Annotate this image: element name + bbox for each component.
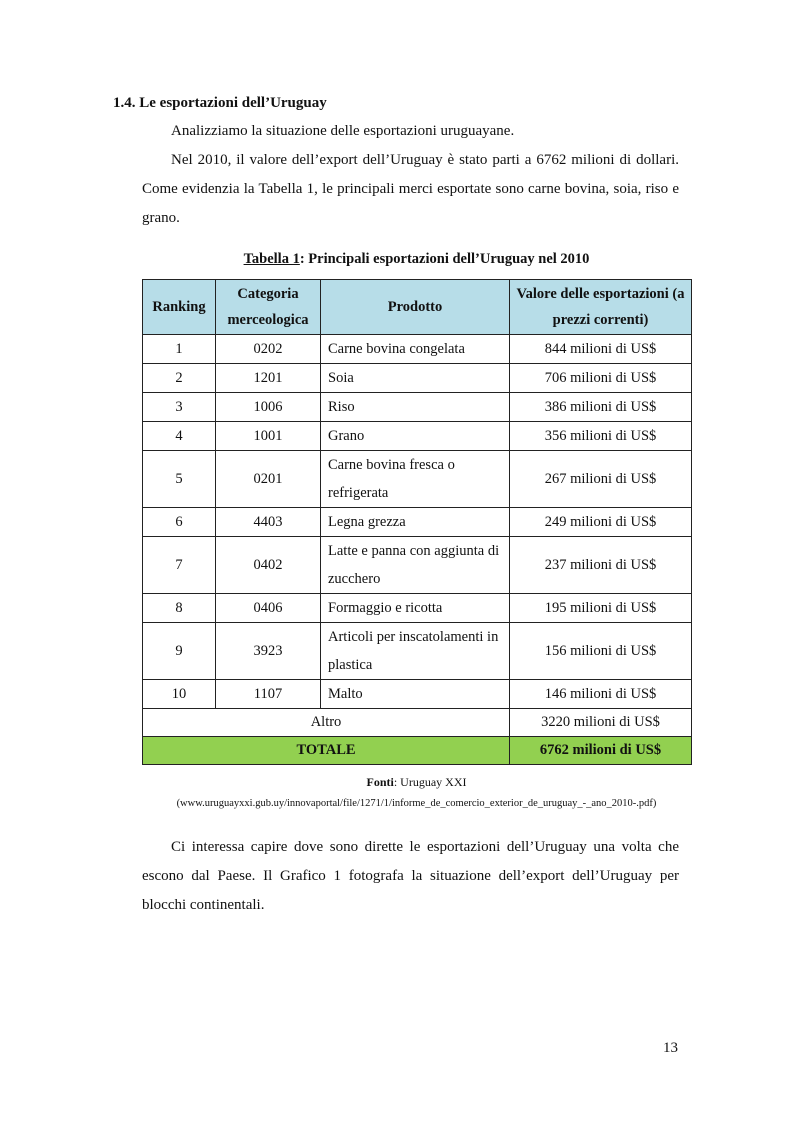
cell-rank: 10 <box>143 680 216 709</box>
cell-value: 146 milioni di US$ <box>510 680 692 709</box>
cell-rank: 5 <box>143 451 216 508</box>
table-caption-label: Tabella 1 <box>243 251 300 267</box>
table-header-row <box>143 280 692 335</box>
table-caption <box>142 251 691 268</box>
altro-value: 3220 milioni di US$ <box>510 709 692 737</box>
table-row <box>143 393 692 422</box>
header-categoria: Categoria merceologica <box>216 280 321 335</box>
table-row <box>143 680 692 709</box>
cell-value: 356 milioni di US$ <box>510 422 692 451</box>
cell-category: 0406 <box>216 594 321 623</box>
source-name: : Uruguay XXI <box>393 775 467 789</box>
cell-product: Riso <box>321 393 510 422</box>
cell-category: 1006 <box>216 393 321 422</box>
cell-product: Legna grezza <box>321 508 510 537</box>
cell-product: Formaggio e ricotta <box>321 594 510 623</box>
cell-category: 1107 <box>216 680 321 709</box>
cell-rank: 1 <box>143 335 216 364</box>
cell-rank: 4 <box>143 422 216 451</box>
cell-value: 249 milioni di US$ <box>510 508 692 537</box>
source-line <box>142 775 691 790</box>
intro-paragraph: Analizziamo la situazione delle esportazioni uruguayane. <box>171 123 515 139</box>
total-value: 6762 milioni di US$ <box>510 737 692 765</box>
cell-value: 706 milioni di US$ <box>510 364 692 393</box>
table-row <box>143 623 692 680</box>
cell-rank: 6 <box>143 508 216 537</box>
cell-category: 1201 <box>216 364 321 393</box>
table-row <box>143 364 692 393</box>
cell-product: Malto <box>321 680 510 709</box>
table-caption-text: : Principali esportazioni dell’Uruguay nel 2010 <box>299 251 590 267</box>
section-heading: 1.4. Le esportazioni dell’Uruguay <box>113 95 327 111</box>
cell-category: 0202 <box>216 335 321 364</box>
cell-product: Grano <box>321 422 510 451</box>
cell-value: 386 milioni di US$ <box>510 393 692 422</box>
table-row <box>143 594 692 623</box>
exports-table <box>142 279 692 765</box>
table-row <box>143 422 692 451</box>
page-number: 13 <box>663 1040 678 1056</box>
header-ranking: Ranking <box>143 280 216 335</box>
source-url: (www.uruguayxxi.gub.uy/innovaportal/file/1271/1/informe_de_comercio_exterior_de_uruguay_-_ano_2010-.pdf) <box>176 798 657 809</box>
cell-category: 0402 <box>216 537 321 594</box>
cell-product: Soia <box>321 364 510 393</box>
total-row <box>143 737 692 765</box>
cell-value: 267 milioni di US$ <box>510 451 692 508</box>
cell-rank: 8 <box>143 594 216 623</box>
cell-product: Carne bovina fresca o refrigerata <box>321 451 510 508</box>
cell-value: 237 milioni di US$ <box>510 537 692 594</box>
cell-rank: 7 <box>143 537 216 594</box>
cell-category: 3923 <box>216 623 321 680</box>
cell-value: 844 milioni di US$ <box>510 335 692 364</box>
export-value-paragraph: Nel 2010, il valore dell’export dell’Uruguay è stato parti a 6762 milioni di dollari. Come evidenzia la Tabella 1, le principali merci esportate sono carne bovina, soia, riso e grano. <box>142 152 679 226</box>
cell-product: Latte e panna con aggiunta di zucchero <box>321 537 510 594</box>
header-valore: Valore delle esportazioni (a prezzi correnti) <box>510 280 692 335</box>
table-row <box>143 335 692 364</box>
cell-category: 4403 <box>216 508 321 537</box>
cell-rank: 9 <box>143 623 216 680</box>
cell-product: Carne bovina congelata <box>321 335 510 364</box>
cell-value: 156 milioni di US$ <box>510 623 692 680</box>
table-row <box>143 508 692 537</box>
header-prodotto: Prodotto <box>321 280 510 335</box>
total-label: TOTALE <box>143 737 510 765</box>
cell-category: 1001 <box>216 422 321 451</box>
table-row <box>143 451 692 508</box>
source-label: Fonti <box>366 775 394 789</box>
destination-paragraph: Ci interessa capire dove sono dirette le esportazioni dell’Uruguay una volta che escono dal Paese. Il Grafico 1 fotografa la situazione dell’export dell’Uruguay per blocchi continentali. <box>142 839 679 913</box>
altro-row <box>143 709 692 737</box>
cell-rank: 2 <box>143 364 216 393</box>
cell-category: 0201 <box>216 451 321 508</box>
cell-product: Articoli per inscatolamenti in plastica <box>321 623 510 680</box>
altro-label: Altro <box>143 709 510 737</box>
cell-value: 195 milioni di US$ <box>510 594 692 623</box>
table-row <box>143 537 692 594</box>
cell-rank: 3 <box>143 393 216 422</box>
